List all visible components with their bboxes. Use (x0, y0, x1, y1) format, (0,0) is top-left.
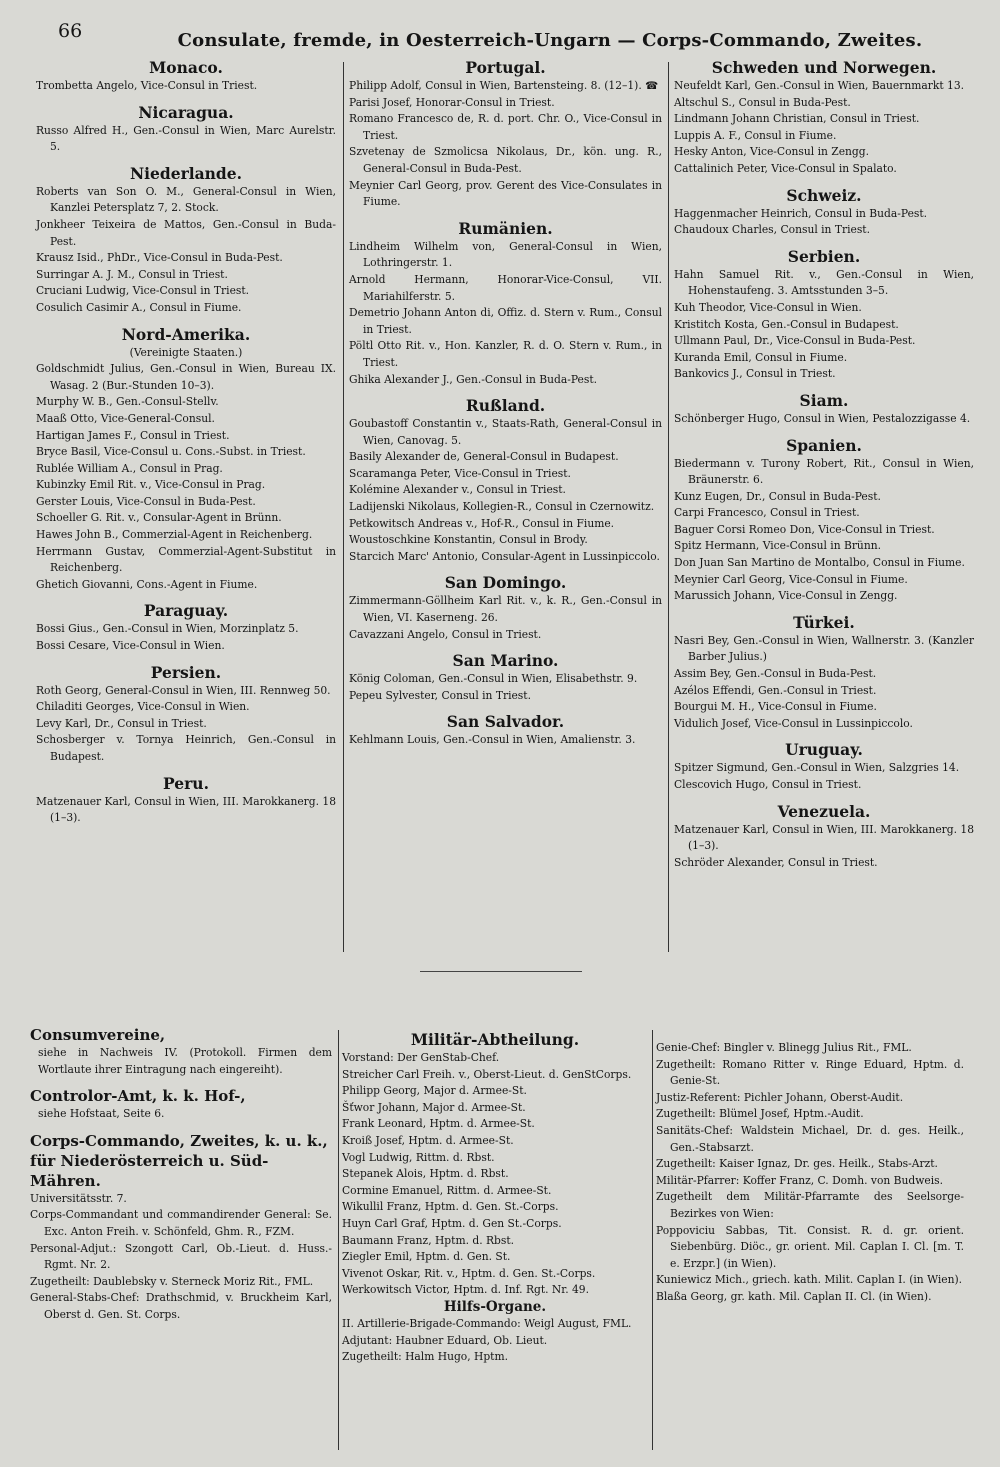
column-divider (343, 62, 344, 952)
consul-entry: Herrmann Gustav, Commerzial-Agent-Substitut in Reichenberg. (36, 544, 336, 575)
consul-entry: Schosberger v. Tornya Heinrich, Gen.-Consul in Budapest. (36, 733, 336, 763)
consul-entry: Baguer Corsi Romeo Don, Vice-Consul in Triest. (674, 522, 935, 536)
consul-entry: Pöltl Otto Rit. v., Hon. Kanzler, R. d. O. Stern v. Rum., in Triest. (349, 339, 662, 369)
column-divider (338, 1030, 339, 1450)
consul-entry: Ladijenski Nikolaus, Kollegien-R., Consul in Czernowitz. (349, 500, 655, 514)
consul-entry: Hawes John B., Commerzial-Agent in Reichenberg. (36, 528, 313, 542)
country-subheading: (Vereinigte Staaten.) (129, 345, 243, 359)
consul-entry: Zimmermann-Göllheim Karl Rit. v., k. R., Gen.-Consul in Wien, VI. Kaserneng. 26. (349, 594, 662, 625)
consul-entry: Vidulich Josef, Vice-Consul in Lussinpiccolo. (674, 716, 913, 730)
consul-entry: Chiladiti Georges, Vice-Consul in Wien. (36, 700, 250, 714)
consul-entry: Kuh Theodor, Vice-Consul in Wien. (674, 300, 862, 314)
consul-entry: Levy Karl, Dr., Consul in Triest. (36, 716, 207, 730)
column-divider (668, 62, 669, 952)
country-heading: Schweiz. (786, 185, 862, 205)
department-heading: Hilfs-Organe. (443, 1298, 547, 1315)
consul-entry: Goubastoff Constantin v., Staats-Rath, General-Consul in Wien, Canovag. 5. (349, 417, 662, 447)
country-heading: Serbien. (787, 246, 861, 266)
consul-entry: Scaramanga Peter, Vice-Consul in Triest. (349, 466, 571, 480)
consul-entry: Bryce Basil, Vice-Consul u. Cons.-Subst. in Triest. (36, 445, 306, 459)
consul-entry: Schoeller G. Rit. v., Consular-Agent in Brünn. (36, 511, 282, 525)
consul-entry: Ghika Alexander J., Gen.-Consul in Buda-Pest. (349, 372, 598, 386)
consul-entry: Rublée William A., Consul in Prag. (36, 461, 223, 475)
staff-entry: Zugetheilt: Daublebsky v. Sterneck Moriz Rit., FML. (30, 1274, 314, 1288)
section-note: siehe in Nachweis IV. (Protokoll. Firmen dem Wortlaute ihrer Eintragung nach eingereiht). (38, 1046, 332, 1076)
top-column-1 (36, 58, 336, 827)
column-divider (652, 1030, 653, 1450)
staff-entry: Vivenot Oskar, Rit. v., Hptm. d. Gen. St.-Corps. (342, 1266, 596, 1280)
top-column-2 (349, 58, 662, 749)
consul-entry: Jonkheer Teixeira de Mattos, Gen.-Consul in Buda-Pest. (36, 217, 336, 248)
consul-entry: Kristitch Kosta, Gen.-Consul in Budapest. (674, 317, 899, 331)
consul-entry: Ghetich Giovanni, Cons.-Agent in Fiume. (36, 577, 258, 591)
consul-entry: Altschul S., Consul in Buda-Pest. (674, 95, 851, 109)
consul-entry: Assim Bey, Gen.-Consul in Buda-Pest. (674, 667, 877, 681)
staff-entry: Militär-Pfarrer: Koffer Franz, C. Domh. von Budweis. (656, 1173, 944, 1187)
staff-entry: Zugetheilt: Halm Hugo, Hptm. (342, 1350, 509, 1364)
staff-entry: Personal-Adjut.: Szongott Carl, Ob.-Lieut. d. Huss.-Rgmt. Nr. 2. (30, 1241, 332, 1272)
top-column-3 (674, 58, 974, 871)
country-heading: Siam. (799, 390, 849, 410)
staff-entry: Zugetheilt: Blümel Josef, Hptm.-Audit. (656, 1107, 864, 1121)
consul-entry: Matzenauer Karl, Consul in Wien, III. Marokkanerg. 18 (1–3). (36, 794, 337, 825)
consul-entry: Cavazzani Angelo, Consul in Triest. (349, 627, 542, 641)
consul-entry: Hahn Samuel Rit. v., Gen.-Consul in Wien, Hohenstaufeng. 3. Amtsstunden 3–5. (674, 267, 974, 298)
consul-entry: Hesky Anton, Vice-Consul in Zengg. (674, 145, 870, 159)
page-number: 66 (58, 20, 83, 42)
staff-entry: Zugetheilt dem Militär-Pfarramte des Seelsorge-Bezirkes von Wien: (656, 1190, 964, 1220)
country-heading: Uruguay. (785, 740, 863, 760)
staff-entry: Genie-Chef: Bingler v. Blinegg Julius Rit., FML. (656, 1041, 912, 1054)
consul-entry: Don Juan San Martino de Montalbo, Consul in Fiume. (674, 556, 965, 570)
department-heading: Militär-Abtheilung. (410, 1030, 580, 1049)
consul-entry: Meynier Carl Georg, Vice-Consul in Fiume. (674, 572, 908, 586)
country-heading: Paraguay. (143, 601, 229, 621)
consul-entry: Biedermann v. Turony Robert, Rit., Consul in Wien, Bräunerstr. 6. (674, 456, 974, 487)
country-heading: Monaco. (149, 58, 223, 77)
consul-entry: Basily Alexander de, General-Consul in Budapest. (349, 450, 619, 464)
staff-entry: Zugetheilt: Romano Ritter v. Ringe Eduard, Hptm. d. Genie-St. (656, 1057, 964, 1088)
consul-entry: Cruciani Ludwig, Vice-Consul in Triest. (36, 284, 250, 298)
staff-entry: Zugetheilt: Kaiser Ignaz, Dr. ges. Heilk., Stabs-Arzt. (656, 1157, 938, 1171)
staff-entry: Wikullil Franz, Hptm. d. Gen. St.-Corps. (342, 1200, 559, 1214)
consul-entry: Woustoschkine Konstantin, Consul in Brody. (349, 533, 588, 547)
consul-entry: Szvetenay de Szmolicsa Nikolaus, Dr., kön. ung. R., General-Consul in Buda-Pest. (349, 145, 662, 175)
consul-entry: Luppis A. F., Consul in Fiume. (674, 128, 837, 142)
consul-entry: Bossi Cesare, Vice-Consul in Wien. (36, 639, 225, 653)
running-head: Consulate, fremde, in Oesterreich-Ungarn — Corps-Commando, Zweites. (177, 30, 923, 51)
bottom-column-1 (30, 1025, 332, 1324)
section-heading: Controlor-Amt, k. k. Hof-, (30, 1087, 246, 1106)
consul-entry: Clescovich Hugo, Consul in Triest. (674, 778, 862, 791)
consul-entry: Spitz Hermann, Vice-Consul in Brünn. (674, 539, 881, 553)
country-heading: Nicaragua. (138, 102, 234, 122)
staff-entry: Baumann Franz, Hptm. d. Rbst. (342, 1233, 515, 1247)
consul-entry: Matzenauer Karl, Consul in Wien, III. Marokkanerg. 18 (1–3). (674, 822, 975, 853)
country-heading: Venezuela. (777, 801, 871, 821)
section-separator (420, 971, 582, 972)
staff-entry: Cormine Emanuel, Rittm. d. Armee-St. (342, 1183, 552, 1197)
consul-entry: Bossi Gius., Gen.-Consul in Wien, Morzinplatz 5. (36, 622, 299, 636)
consul-entry: König Coloman, Gen.-Consul in Wien, Elisabethstr. 9. (349, 672, 638, 686)
staff-entry: Vogl Ludwig, Rittm. d. Rbst. (342, 1150, 495, 1164)
consul-entry: Trombetta Angelo, Vice-Consul in Triest. (36, 79, 258, 92)
section-heading: Consumvereine, (30, 1026, 166, 1044)
country-heading: Portugal. (465, 58, 546, 77)
consul-entry: Marussich Johann, Vice-Consul in Zengg. (674, 589, 898, 603)
country-heading: Niederlande. (129, 163, 243, 183)
consul-entry: Krausz Isid., PhDr., Vice-Consul in Buda-Pest. (36, 251, 283, 265)
consul-entry: Parisi Josef, Honorar-Consul in Triest. (349, 95, 555, 109)
staff-entry: Adjutant: Haubner Eduard, Ob. Lieut. (342, 1333, 548, 1347)
consul-entry: Bankovics J., Consul in Triest. (674, 367, 836, 381)
consul-entry: Haggenmacher Heinrich, Consul in Buda-Pest. (674, 206, 928, 220)
consul-entry: Lindheim Wilhelm von, General-Consul in Wien, Lothringerstr. 1. (349, 239, 662, 270)
consul-entry: Meynier Carl Georg, prov. Gerent des Vice-Consulates in Fiume. (349, 178, 662, 209)
consul-entry: Kubinzky Emil Rit. v., Vice-Consul in Prag. (36, 478, 266, 492)
staff-entry: Sanitäts-Chef: Waldstein Michael, Dr. d. ges. Heilk., Gen.-Stabsarzt. (656, 1123, 964, 1154)
consul-entry: Roberts van Son O. M., General-Consul in Wien, Kanzlei Petersplatz 7, 2. Stock. (36, 184, 336, 215)
country-heading: San Salvador. (446, 712, 565, 732)
staff-entry: Kuniewicz Mich., griech. kath. Milit. Caplan I. (in Wien). (656, 1273, 963, 1287)
consul-entry: Carpi Francesco, Consul in Triest. (674, 506, 860, 520)
staff-entry: Streicher Carl Freih. v., Oberst-Lieut. d. GenStCorps. (342, 1067, 632, 1081)
consul-entry: Cosulich Casimir A., Consul in Fiume. (36, 300, 242, 314)
consul-entry: Petkowitsch Andreas v., Hof-R., Consul in Fiume. (349, 516, 615, 530)
consul-entry: Romano Francesco de, R. d. port. Chr. O., Vice-Consul in Triest. (349, 112, 662, 142)
consul-entry: Lindmann Johann Christian, Consul in Triest. (674, 112, 920, 126)
consul-entry: Spitzer Sigmund, Gen.-Consul in Wien, Salzgries 14. (674, 761, 960, 775)
country-heading: Schweden und Norwegen. (711, 58, 937, 77)
staff-entry: General-Stabs-Chef: Drathschmid, v. Bruckheim Karl, Oberst d. Gen. St. Corps. (30, 1291, 332, 1321)
staff-entry: Vorstand: Der GenStab-Chef. (342, 1051, 500, 1064)
country-heading: Rumänien. (458, 218, 553, 238)
country-heading: Persien. (150, 662, 222, 682)
bottom-column-3 (656, 1040, 964, 1306)
consul-entry: Pepeu Sylvester, Consul in Triest. (349, 688, 531, 702)
consul-entry: Hartigan James F., Consul in Triest. (36, 428, 230, 442)
consul-entry: Kunz Eugen, Dr., Consul in Buda-Pest. (674, 489, 881, 503)
country-heading: San Domingo. (444, 573, 567, 593)
bottom-column-2 (342, 1030, 648, 1366)
staff-entry: Kroiß Josef, Hptm. d. Armee-St. (342, 1133, 514, 1147)
consul-entry: Gerster Louis, Vice-Consul in Buda-Pest. (36, 494, 256, 508)
staff-entry: Corps-Commandant und commandirender General: Se. Exc. Anton Freih. v. Schönfeld, Ghm. R., FZM. (30, 1208, 332, 1238)
section-address: Universitätsstr. 7. (30, 1191, 127, 1205)
consul-entry: Arnold Hermann, Honorar-Vice-Consul, VII. Mariahilferstr. 5. (349, 272, 662, 303)
consul-entry: Goldschmidt Julius, Gen.-Consul in Wien, Bureau IX. Wasag. 2 (Bur.-Stunden 10–3). (36, 362, 336, 392)
consul-entry: Chaudoux Charles, Consul in Triest. (674, 223, 870, 237)
staff-entry: Philipp Georg, Major d. Armee-St. (342, 1084, 527, 1098)
consul-entry: Schröder Alexander, Consul in Triest. (674, 855, 878, 869)
consul-entry: Demetrio Johann Anton di, Offiz. d. Stern v. Rum., Consul in Triest. (349, 306, 662, 336)
consul-entry: Roth Georg, General-Consul in Wien, III. Rennweg 50. (36, 683, 331, 697)
consul-entry: Maaß Otto, Vice-General-Consul. (36, 411, 215, 425)
staff-entry: Justiz-Referent: Pichler Johann, Oberst-Audit. (656, 1090, 904, 1104)
consul-entry: Schönberger Hugo, Consul in Wien, Pestalozzigasse 4. (674, 411, 971, 425)
consul-entry: Russo Alfred H., Gen.-Consul in Wien, Marc Aurelstr. 5. (36, 123, 336, 154)
section-heading: Corps-Commando, Zweites, k. u. k., für Niederösterreich u. Süd-Mähren. (30, 1131, 328, 1190)
consul-entry: Murphy W. B., Gen.-Consul-Stellv. (36, 395, 219, 409)
consul-entry: Cattalinich Peter, Vice-Consul in Spalato. (674, 161, 897, 175)
country-heading: San Marino. (452, 651, 559, 671)
consul-entry: Philipp Adolf, Consul in Wien, Bartensteing. 8. (12–1). ☎ (349, 79, 659, 92)
consul-entry: Neufeldt Karl, Gen.-Consul in Wien, Bauernmarkt 13. (674, 79, 965, 92)
staff-entry: Ziegler Emil, Hptm. d. Gen. St. (342, 1250, 511, 1264)
consul-entry: Bourgui M. H., Vice-Consul in Fiume. (674, 700, 877, 714)
consul-entry: Kolémine Alexander v., Consul in Triest. (349, 483, 566, 497)
consul-entry: Kehlmann Louis, Gen.-Consul in Wien, Amalienstr. 3. (349, 733, 636, 747)
consul-entry: Starcich Marc' Antonio, Consular-Agent in Lussinpiccolo. (349, 549, 660, 563)
country-heading: Rußland. (465, 396, 546, 416)
staff-entry: Huyn Carl Graf, Hptm. d. Gen St.-Corps. (342, 1216, 562, 1230)
country-heading: Türkei. (793, 612, 855, 632)
consul-entry: Azélos Effendi, Gen.-Consul in Triest. (674, 683, 877, 697)
staff-entry: Werkowitsch Victor, Hptm. d. Inf. Rgt. Nr. 49. (342, 1283, 590, 1297)
consul-entry: Ullmann Paul, Dr., Vice-Consul in Buda-Pest. (674, 334, 916, 348)
staff-entry: Blaßa Georg, gr. kath. Mil. Caplan II. Cl. (in Wien). (656, 1289, 932, 1303)
consul-entry: Kuranda Emil, Consul in Fiume. (674, 350, 848, 364)
staff-entry: Stepanek Alois, Hptm. d. Rbst. (342, 1167, 509, 1181)
staff-entry: Frank Leonard, Hptm. d. Armee-St. (342, 1117, 535, 1131)
section-note: siehe Hofstaat, Seite 6. (38, 1107, 165, 1121)
staff-entry: Poppoviciu Sabbas, Tit. Consist. R. d. gr. orient. Siebenbürg. Diöc., gr. orient. Mil. Caplan I. Cl. [m. T. e. Erzpr.] (in Wien). (656, 1223, 964, 1270)
staff-entry: II. Artillerie-Brigade-Commando: Weigl August, FML. (342, 1316, 632, 1330)
country-heading: Nord-Amerika. (121, 324, 251, 344)
country-heading: Peru. (163, 773, 209, 793)
country-heading: Spanien. (786, 435, 862, 455)
staff-entry: Šťwor Johann, Major d. Armee-St. (342, 1100, 526, 1114)
consul-entry: Nasri Bey, Gen.-Consul in Wien, Wallnerstr. 3. (Kanzler Barber Julius.) (674, 633, 974, 664)
consul-entry: Surringar A. J. M., Consul in Triest. (36, 267, 228, 281)
